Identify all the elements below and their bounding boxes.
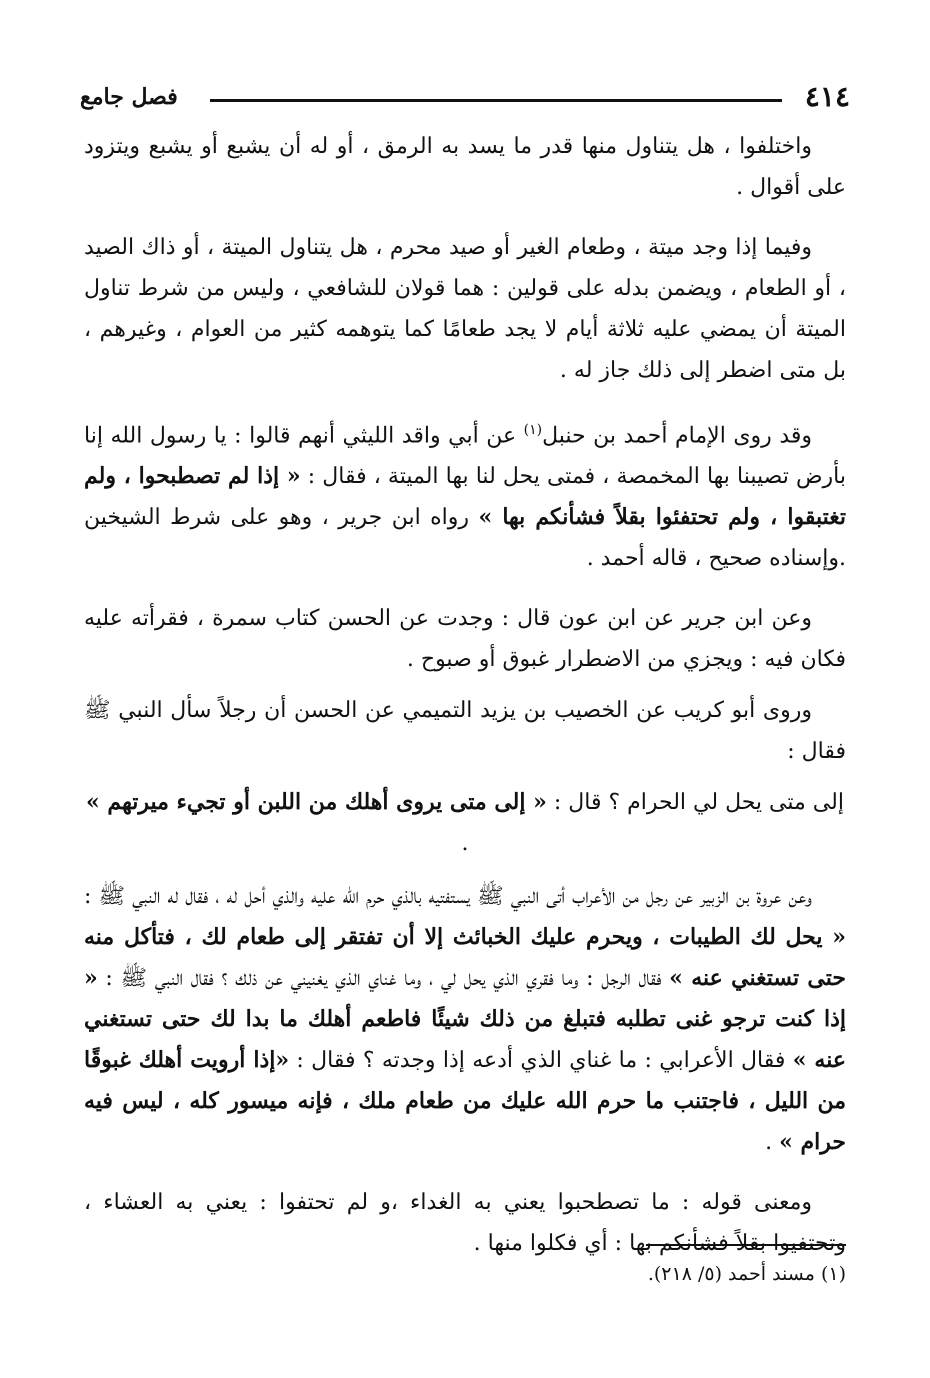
paragraph-7: [84, 876, 846, 1163]
hadith-quote: « إلى متى يروى أهلك من اللبن أو تجيء ميرتهم »: [86, 789, 547, 816]
hadith-quote: « يحل لك الطيبات ، ويحرم عليك الخبائث إلا أن تفتقر إلى طعام لك ، فتأكل منه حتى تستغني عنه »: [84, 924, 846, 992]
paragraph-2: وفيما إذا وجد ميتة ، وطعام الغير أو صيد محرم ، هل يتناول الميتة ، أو ذاك الصيد ، أو الطعام ، ويضمن بدله على قولين : هما قولان للشافعي ، وليس من شرط تناول الميتة أن يمضي عليه ثلاثة أيام لا يجد طعامًا كما يتوهمه كثير من العوام ، وغيرهم ، بل متى اضطر إلى ذلك جاز له .: [84, 235, 846, 383]
paragraph-7-text-c: فقال الأعرابي : ما غناي الذي أدعه إذا وجدته ؟ فقال :: [289, 1048, 793, 1074]
hadith-quote: « إذا كنت ترجو غنى تطلبه فتبلغ من ذلك شيئًا فاطعم أهلك ما بدا لك حتى تستغني عنه »: [84, 965, 846, 1074]
hadith-quote: « إذا لم تصطبحوا ، ولم تغتبقوا ، ولم تحتفئوا بقلاً فشأنكم بها »: [84, 463, 847, 531]
footnote: (١) مسند أحمد (٥/ ٢١٨).: [647, 1263, 846, 1285]
paragraph-3-text-c: رواه ابن جرير ، وهو على شرط الشيخين .وإسناده صحيح ، قاله أحمد .: [84, 505, 846, 572]
paragraph-3: [84, 410, 846, 579]
page-body: [84, 126, 846, 1283]
footnote-rule: [646, 1244, 846, 1246]
paragraph-8: ومعنى قوله : ما تصطحبوا يعني به الغداء ،و لم تحتفوا : يعني به العشاء ، وتحتفيوا بقلاً فشأنكم بها : أي فكلوا منها .: [84, 1190, 846, 1257]
page-number: ٤١٤: [804, 80, 850, 113]
paragraph-6: [84, 782, 846, 864]
chapter-title: فصل جامع: [80, 84, 178, 110]
page-header: [80, 80, 850, 120]
paragraph-7-text-a: وعن عروة بن الزبير عن رجل من الأعراب أتى النبي ﷺ يستفتيه بالذي حرم الله عليه والذي أحل له ، فقال له النبي ﷺ :: [84, 884, 812, 910]
paragraph-3-text-a: وقد روى الإمام أحمد بن حنبل: [542, 423, 813, 449]
footnote-marker: (١): [523, 422, 543, 438]
paragraph-6-text-b: .: [461, 831, 469, 857]
hadith-quote: «إذا أرويت أهلك غبوقًا من الليل ، فاجتنب ما حرم الله عليك من طعام ملك ، فإنه ميسور كله ، ليس فيه حرام »: [84, 1047, 846, 1156]
paragraph-7-text-d: .: [765, 1130, 780, 1156]
paragraph-1: واختلفوا ، هل يتناول منها قدر ما يسد به الرمق ، أو له أن يشبع أو يشبع ويتزود على أقوال .: [84, 134, 846, 200]
paragraph-7-text-b: فقال الرجل : وما فقري الذي يحل لي ، وما غناي الذي يغنيني عن ذلك ؟ فقال النبي ﷺ :: [97, 966, 670, 992]
footnote-area: [84, 1244, 846, 1288]
paragraph-6-text-a: إلى متى يحل لي الحرام ؟ قال :: [546, 790, 844, 816]
paragraph-3-text-b: عن أبي واقد الليثي أنهم قالوا : يا رسول الله إنا بأرض تصيبنا بها المخمصة ، فمتى يحل لنا بها الميتة ، فقال :: [84, 423, 846, 490]
paragraph-5: وروى أبو كريب عن الخصيب بن يزيد التميمي عن الحسن أن رجلاً سأل النبي ﷺ فقال :: [84, 698, 846, 765]
header-rule: [210, 99, 782, 102]
paragraph-4: وعن ابن جرير عن ابن عون قال : وجدت عن الحسن كتاب سمرة ، فقرأته عليه فكان فيه : ويجزي من الاضطرار غبوق أو صبوح .: [84, 606, 846, 673]
